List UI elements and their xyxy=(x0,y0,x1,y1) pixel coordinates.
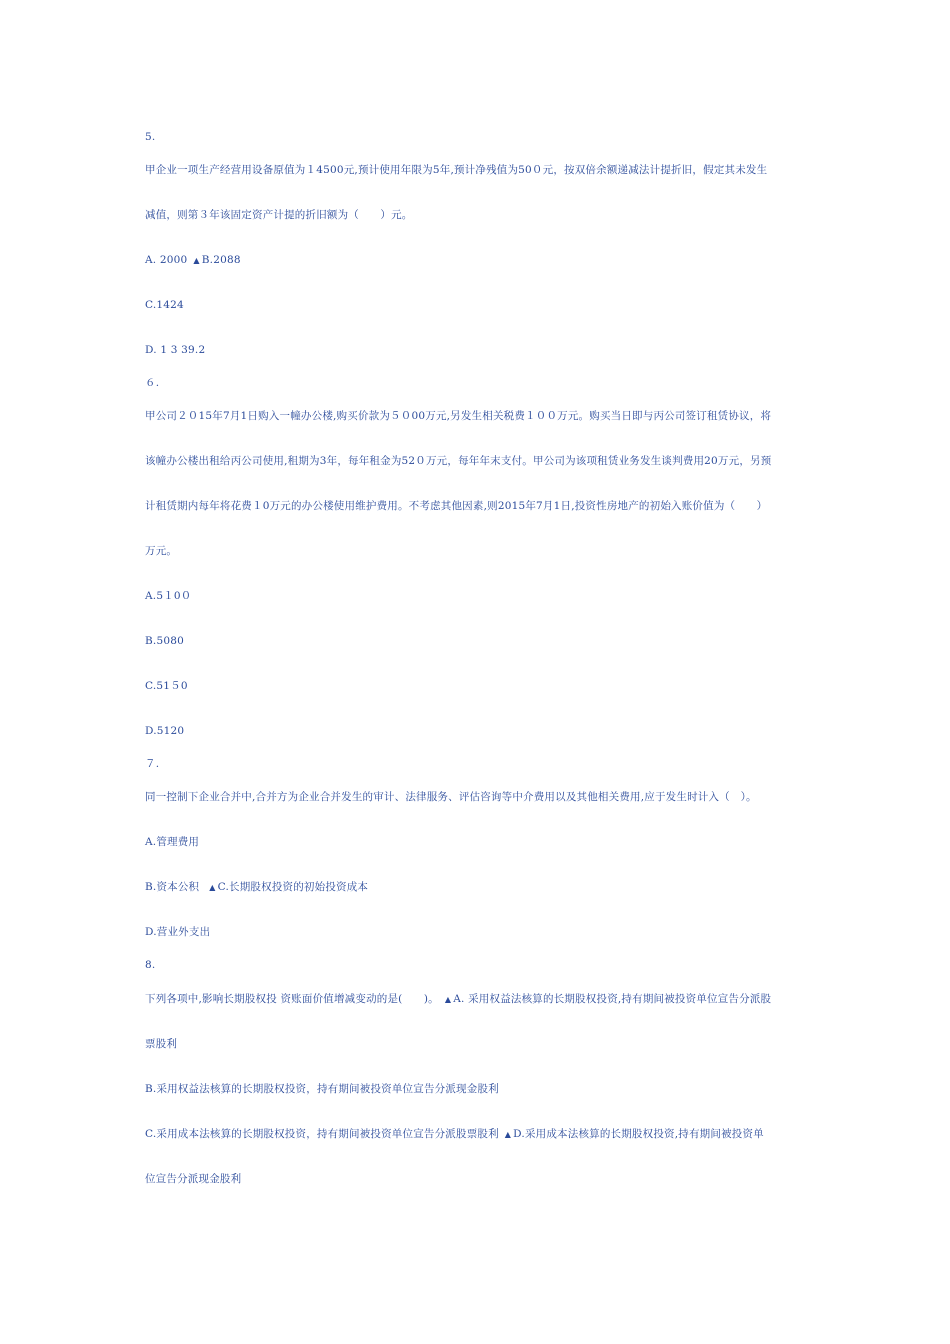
question-7-option-d: D.营业外支出 xyxy=(145,926,211,938)
question-5-option-a: A. 2000 xyxy=(145,254,188,266)
question-5-option-c: C.1424 xyxy=(145,299,184,311)
question-8-option-c: C.采用成本法核算的长期股权投资，持有期间被投资单位宣告分派股票股利 xyxy=(145,1128,499,1140)
question-5-options-ab xyxy=(145,253,241,268)
question-8-number: 8. xyxy=(145,959,156,971)
question-7-option-c: C.长期股权投资的初始投资成本 xyxy=(217,881,369,893)
question-8-option-d-line-1: D.采用成本法核算的长期股权投资,持有期间被投资单 xyxy=(513,1128,764,1140)
bullet-mark-icon: ▲ xyxy=(193,256,200,265)
question-6-option-b: B.5080 xyxy=(145,635,184,647)
question-6-option-c: C.51５0 xyxy=(145,680,188,692)
question-5-option-d: D. 1 3 39.2 xyxy=(145,344,206,356)
question-7-stem-line-1: 同一控制下企业合并中,合并方为企业合并发生的审计、法律服务、评估咨询等中介费用以及其他相关费用,应于发生时计入（ ）。 xyxy=(145,791,757,803)
question-5-stem-line-1: 甲企业一项生产经营用设备原值为１4500元,预计使用年限为5年,预计净残值为50０元，按双倍余额递减法计提折旧，假定其未发生 xyxy=(145,164,768,176)
question-8-option-b: B.采用权益法核算的长期股权投资，持有期间被投资单位宣告分派现金股利 xyxy=(145,1083,499,1095)
question-7-number: ７. xyxy=(145,758,160,770)
bullet-mark-icon: ▲ xyxy=(504,1130,512,1139)
question-5-stem-line-2: 减值，则第３年该固定资产计提的折旧额为（ ）元。 xyxy=(145,209,413,221)
question-8-options-cd xyxy=(145,1127,764,1142)
question-6-stem-line-2: 该幢办公楼出租给丙公司使用,租期为3年，每年租金为52０万元，每年年末支付。甲公司为该项租赁业务发生谈判费用20万元，另预 xyxy=(145,455,772,467)
question-5-option-b: B.2088 xyxy=(201,254,241,266)
bullet-mark-icon: ▲ xyxy=(444,995,452,1004)
question-6-option-a: A.5１0０ xyxy=(145,590,192,602)
question-8-option-a-line-1: A. 采用权益法核算的长期股权投资,持有期间被投资单位宣告分派股 xyxy=(453,993,772,1005)
question-8-option-d-line-2: 位宣告分派现金股利 xyxy=(145,1173,242,1185)
question-6-stem-line-1: 甲公司２０15年7月1日购入一幢办公楼,购买价款为５０00万元,另发生相关税费１００万元。购买当日即与丙公司签订租赁协议，将 xyxy=(145,410,772,422)
question-8-option-a-line-2: 票股利 xyxy=(145,1038,178,1050)
question-7-options-bc xyxy=(145,880,368,895)
bullet-mark-icon: ▲ xyxy=(209,883,216,892)
question-7-option-a: A.管理费用 xyxy=(145,836,200,848)
question-8-stem-line-1 xyxy=(145,992,771,1007)
question-6-option-d: D.5120 xyxy=(145,725,185,737)
question-5-number: 5. xyxy=(145,131,156,143)
question-7-option-b: B.资本公积 xyxy=(145,881,200,893)
question-6-stem-line-4: 万元。 xyxy=(145,545,178,557)
question-6-stem-line-3: 计租赁期内每年将花费１0万元的办公楼使用维护费用。不考虑其他因素,则2015年7月1日,投资性房地产的初始入账价值为（ ） xyxy=(145,500,768,512)
question-8-stem: 下列各项中,影响长期股权投 资账面价值增减变动的是( )。 xyxy=(145,993,439,1005)
question-6-number: ６. xyxy=(145,377,160,389)
